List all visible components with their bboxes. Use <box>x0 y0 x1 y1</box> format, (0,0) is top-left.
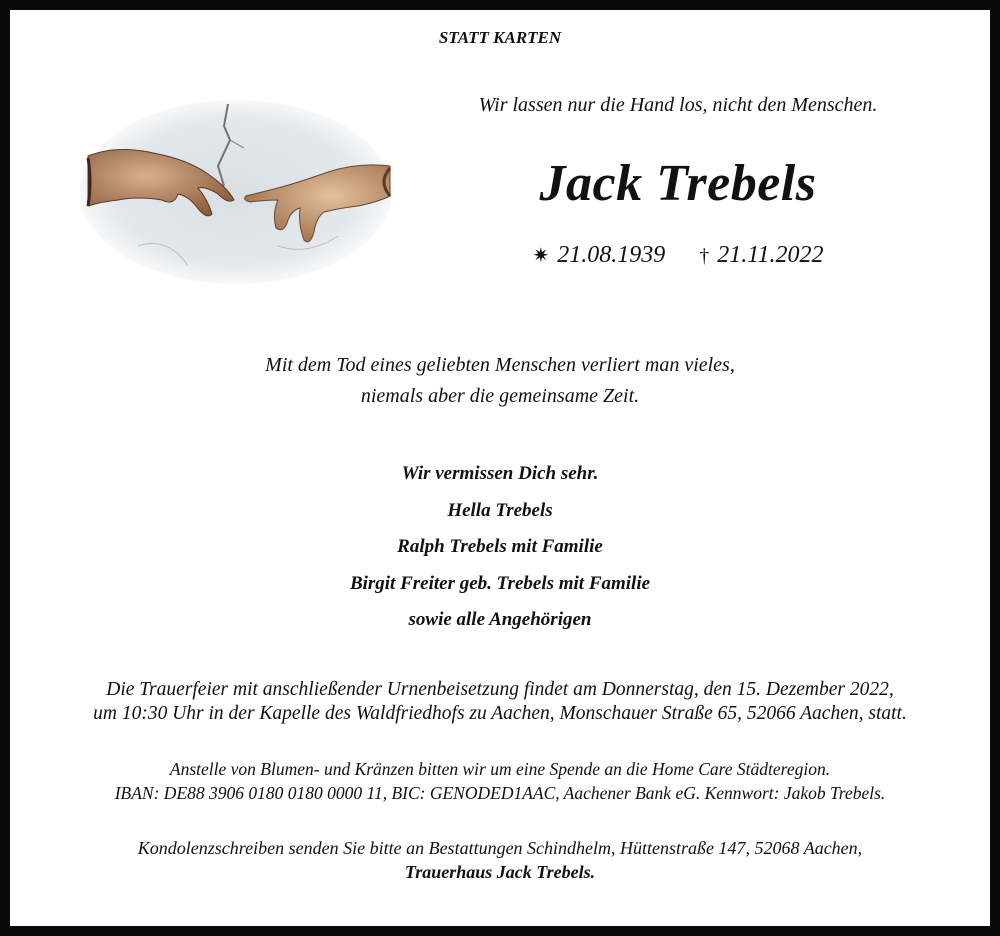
quote-line: Mit dem Tod eines geliebten Menschen verliert man vieles, <box>265 354 735 376</box>
condolence-line: Kondolenzschreiben senden Sie bitte an Bestattungen Schindhelm, Hüttenstraße 147, 52068 Aachen, <box>137 838 863 858</box>
family-line: Birgit Freiter geb. Trebels mit Familie <box>349 572 651 594</box>
service-line: um 10:30 Uhr in der Kapelle des Waldfriedhofs zu Aachen, Monschauer Straße 65, 52066 Aachen, statt. <box>93 703 907 724</box>
notice-heading: STATT KARTEN <box>438 28 562 47</box>
birth-date-group <box>533 242 666 269</box>
family-signature <box>10 456 990 639</box>
donation-info <box>10 757 990 805</box>
creation-of-adam-hands-image <box>78 96 394 288</box>
death-date-group <box>699 242 823 269</box>
motto: Wir lassen nur die Hand los, nicht den Menschen. <box>478 94 878 116</box>
quote-line: niemals aber die gemeinsame Zeit. <box>360 385 640 407</box>
condolence-info <box>10 836 990 884</box>
funeral-service-info <box>10 678 990 726</box>
life-dates <box>418 242 938 269</box>
family-line: Wir vermissen Dich sehr. <box>401 463 599 484</box>
family-line: Ralph Trebels mit Familie <box>397 536 603 557</box>
service-line: Die Trauerfeier mit anschließender Urnenbeisetzung findet am Donnerstag, den 15. Dezember 2022, <box>106 679 894 700</box>
birth-date: 21.08.1939 <box>557 242 666 268</box>
birth-star-icon: ✷ <box>532 245 550 267</box>
death-date: 21.11.2022 <box>717 242 824 268</box>
family-line: Hella Trebels <box>447 499 553 521</box>
deceased-name: Jack Trebels <box>539 155 817 212</box>
death-cross-icon: † <box>699 245 710 267</box>
donation-line: Anstelle von Blumen- und Kränzen bitten wir um eine Spende an die Home Care Städteregion. <box>169 759 831 779</box>
mourning-house: Trauerhaus Jack Trebels. <box>404 862 596 882</box>
memorial-quote <box>10 350 990 412</box>
family-line: sowie alle Angehörigen <box>408 609 592 630</box>
donation-line: IBAN: DE88 3906 0180 0180 0000 11, BIC: GENODED1AAC, Aachener Bank eG. Kennwort: Jakob Trebels. <box>114 783 886 803</box>
